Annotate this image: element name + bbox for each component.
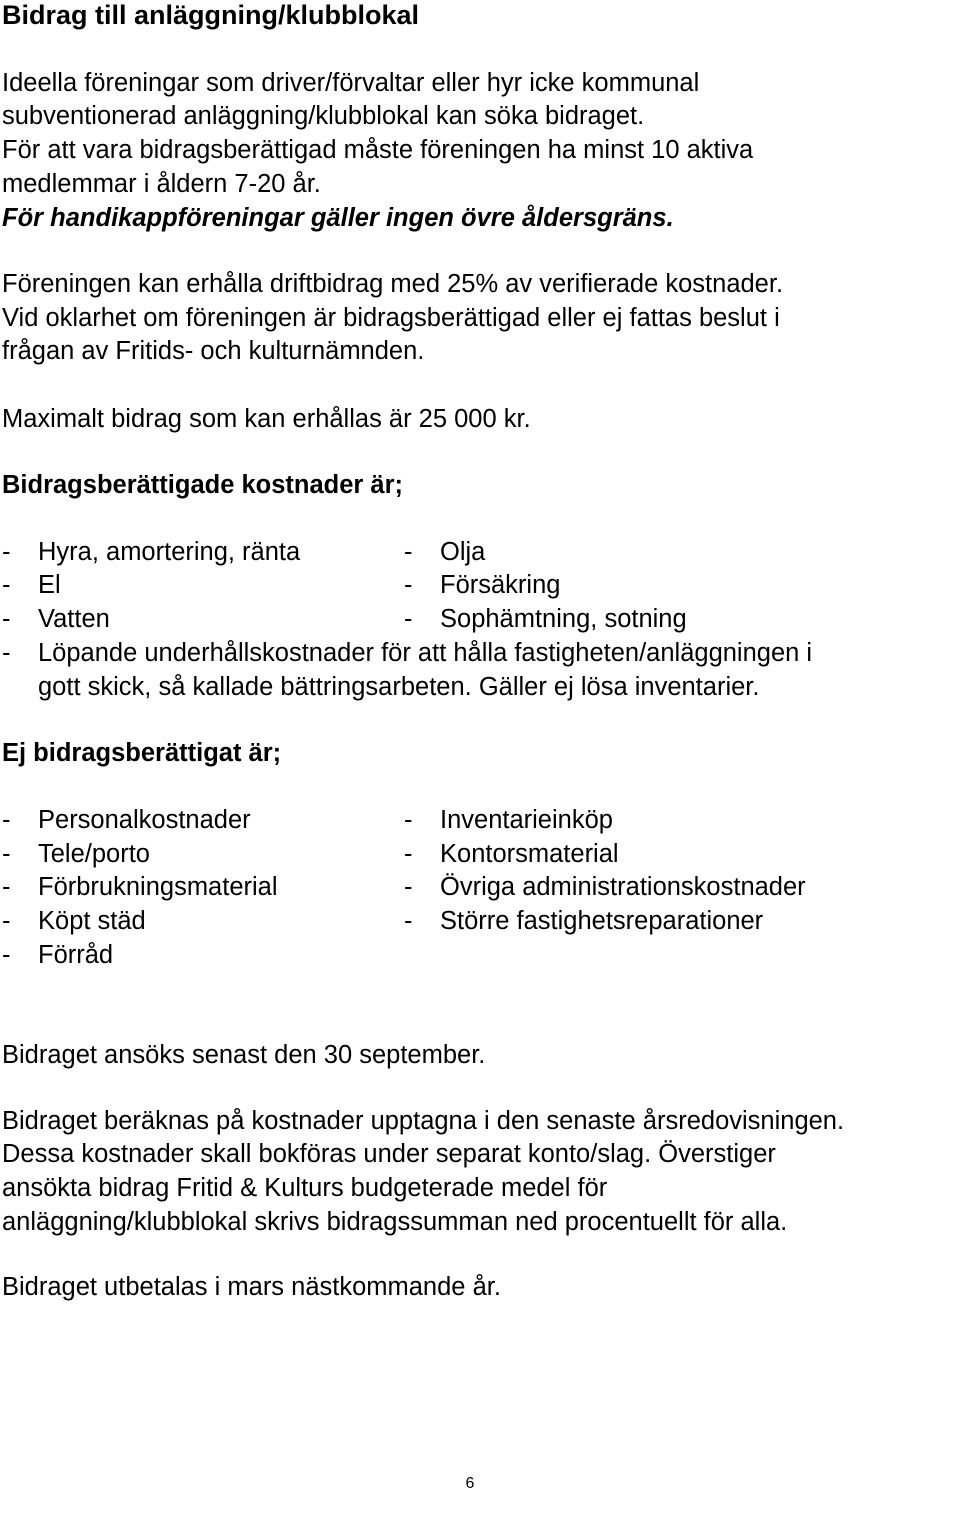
not-eligible-item: Kontorsmaterial: [440, 840, 619, 868]
list-item: [0, 839, 960, 869]
list-item: [0, 906, 960, 936]
list-item: [0, 872, 960, 902]
calculation-line-3: ansökta bidrag Fritid & Kulturs budgeterade medel för: [2, 1174, 608, 1202]
bullet-dash: -: [2, 538, 11, 566]
bullet-dash: -: [2, 605, 11, 633]
para2-line-2: Vid oklarhet om föreningen är bidragsberättigad eller ej fattas beslut i: [2, 304, 780, 332]
not-eligible-item: Personalkostnader: [38, 806, 251, 834]
not-eligible-heading: Ej bidragsberättigat är;: [2, 739, 282, 767]
eligible-item: Hyra, amortering, ränta: [38, 538, 301, 566]
bullet-dash: -: [404, 538, 413, 566]
bullet-dash: -: [404, 840, 413, 868]
list-item-continued: [0, 672, 960, 702]
page-number: 6: [465, 1475, 475, 1492]
bullet-dash: -: [2, 571, 11, 599]
list-item: [0, 638, 960, 668]
bullet-dash: -: [404, 605, 413, 633]
payment-text: Bidraget utbetalas i mars nästkommande år.: [2, 1273, 501, 1301]
calculation-line-1: Bidraget beräknas på kostnader upptagna i den senaste årsredovisningen.: [2, 1107, 845, 1135]
not-eligible-item: Större fastighetsreparationer: [440, 907, 764, 935]
bullet-dash: -: [404, 806, 413, 834]
list-item: [0, 537, 960, 567]
bullet-dash: -: [2, 806, 11, 834]
not-eligible-item: Köpt städ: [38, 907, 146, 935]
not-eligible-item: Förbrukningsmaterial: [38, 873, 278, 901]
bullet-dash: -: [404, 873, 413, 901]
list-item: [0, 604, 960, 634]
eligible-heading: Bidragsberättigade kostnader är;: [2, 471, 404, 499]
not-eligible-item: Övriga administrationskostnader: [440, 873, 806, 901]
max-amount-text: Maximalt bidrag som kan erhållas är 25 000 kr.: [2, 405, 531, 433]
eligible-item-long-continued: gott skick, så kallade bättringsarbeten. Gäller ej lösa inventarier.: [38, 673, 760, 701]
list-item: [0, 570, 960, 600]
bullet-dash: -: [404, 571, 413, 599]
eligible-item: Olja: [440, 538, 486, 566]
bullet-dash: -: [2, 873, 11, 901]
bullet-dash: -: [2, 941, 11, 969]
eligible-item-long: Löpande underhållskostnader för att hålla fastigheten/anläggningen i: [38, 639, 813, 667]
bullet-dash: -: [2, 907, 11, 935]
eligible-item: Sophämtning, sotning: [440, 605, 687, 633]
handicap-note: För handikappföreningar gäller ingen övre åldersgräns.: [2, 204, 674, 232]
not-eligible-item: Förråd: [38, 941, 114, 969]
not-eligible-item: Tele/porto: [38, 840, 150, 868]
not-eligible-item: Inventarieinköp: [440, 806, 613, 834]
list-item: [0, 940, 960, 970]
intro-line-3: För att vara bidragsberättigad måste föreningen ha minst 10 aktiva: [2, 136, 754, 164]
list-item: [0, 805, 960, 835]
eligible-item: Vatten: [38, 605, 110, 633]
bullet-dash: -: [2, 639, 11, 667]
eligible-item: El: [38, 571, 61, 599]
bullet-dash: -: [2, 840, 11, 868]
para2-line-1: Föreningen kan erhålla driftbidrag med 25% av verifierade kostnader.: [2, 270, 784, 298]
calculation-line-2: Dessa kostnader skall bokföras under separat konto/slag. Överstiger: [2, 1140, 776, 1168]
bullet-dash: -: [404, 907, 413, 935]
page-title: Bidrag till anläggning/klubblokal: [2, 0, 420, 30]
intro-line-1: Ideella föreningar som driver/förvaltar eller hyr icke kommunal: [2, 69, 700, 97]
intro-line-4: medlemmar i åldern 7-20 år.: [2, 170, 321, 198]
deadline-text: Bidraget ansöks senast den 30 september.: [2, 1041, 486, 1069]
para2-line-3: frågan av Fritids- och kulturnämnden.: [2, 337, 425, 365]
calculation-line-4: anläggning/klubblokal skrivs bidragssumman ned procentuellt för alla.: [2, 1208, 788, 1236]
eligible-item: Försäkring: [440, 571, 561, 599]
intro-line-2: subventionerad anläggning/klubblokal kan söka bidraget.: [2, 102, 645, 130]
